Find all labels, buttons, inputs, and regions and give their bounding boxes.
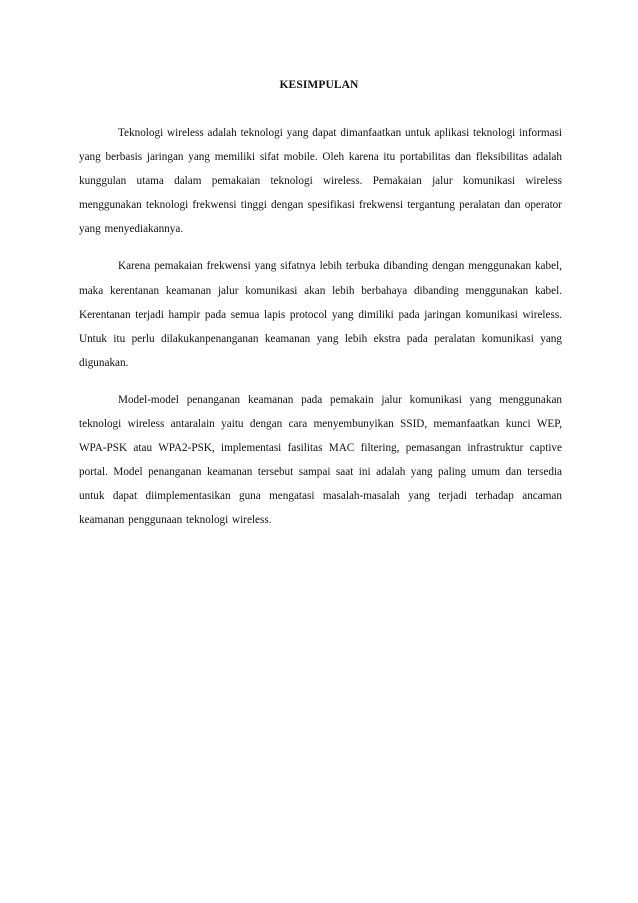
paragraph-3: Model-model penanganan keamanan pada pemakain jalur komunikasi yang menggunakan teknologi wireless antaralain yaitu dengan cara menyembunyikan SSID, memanfaatkan kunci WEP, WPA-PSK atau WPA2-PSK, implementasi fasilitas MAC filtering, pemasangan infrastruktur captive portal. Model penanganan keamanan tersebut sampai saat ini adalah yang paling umum dan tersedia untuk dapat diimplementasikan guna mengatasi masalah-masalah yang terjadi terhadap ancaman keamanan penggunaan teknologi wireless. [79, 393, 562, 527]
paragraph-2: Karena pemakaian frekwensi yang sifatnya lebih terbuka dibanding dengan menggunakan kabel, maka kerentanan keamanan jalur komunikasi akan lebih berbahaya dibanding menggunakan kabel. Kerentanan terjadi hampir pada semua lapis protocol yang dimiliki pada jaringan komunikasi wireless. Untuk itu perlu dilakukanpenanganan keamanan yang lebih ekstra pada peralatan komunikasi yang digunakan. [79, 260, 562, 369]
paragraph-1: Teknologi wireless adalah teknologi yang dapat dimanfaatkan untuk aplikasi teknologi informasi yang berbasis jaringan yang memiliki sifat mobile. Oleh karena itu portabilitas dan fleksibilitas adalah kunggulan utama dalam pemakaian teknologi wireless. Pemakaian jalur komunikasi wireless menggunakan teknologi frekwensi tinggi dengan spesifikasi frekwensi tergantung peralatan dan operator yang menyediakannya. [79, 127, 562, 236]
page-title: KESIMPULAN [279, 79, 359, 91]
document-body [79, 121, 562, 546]
